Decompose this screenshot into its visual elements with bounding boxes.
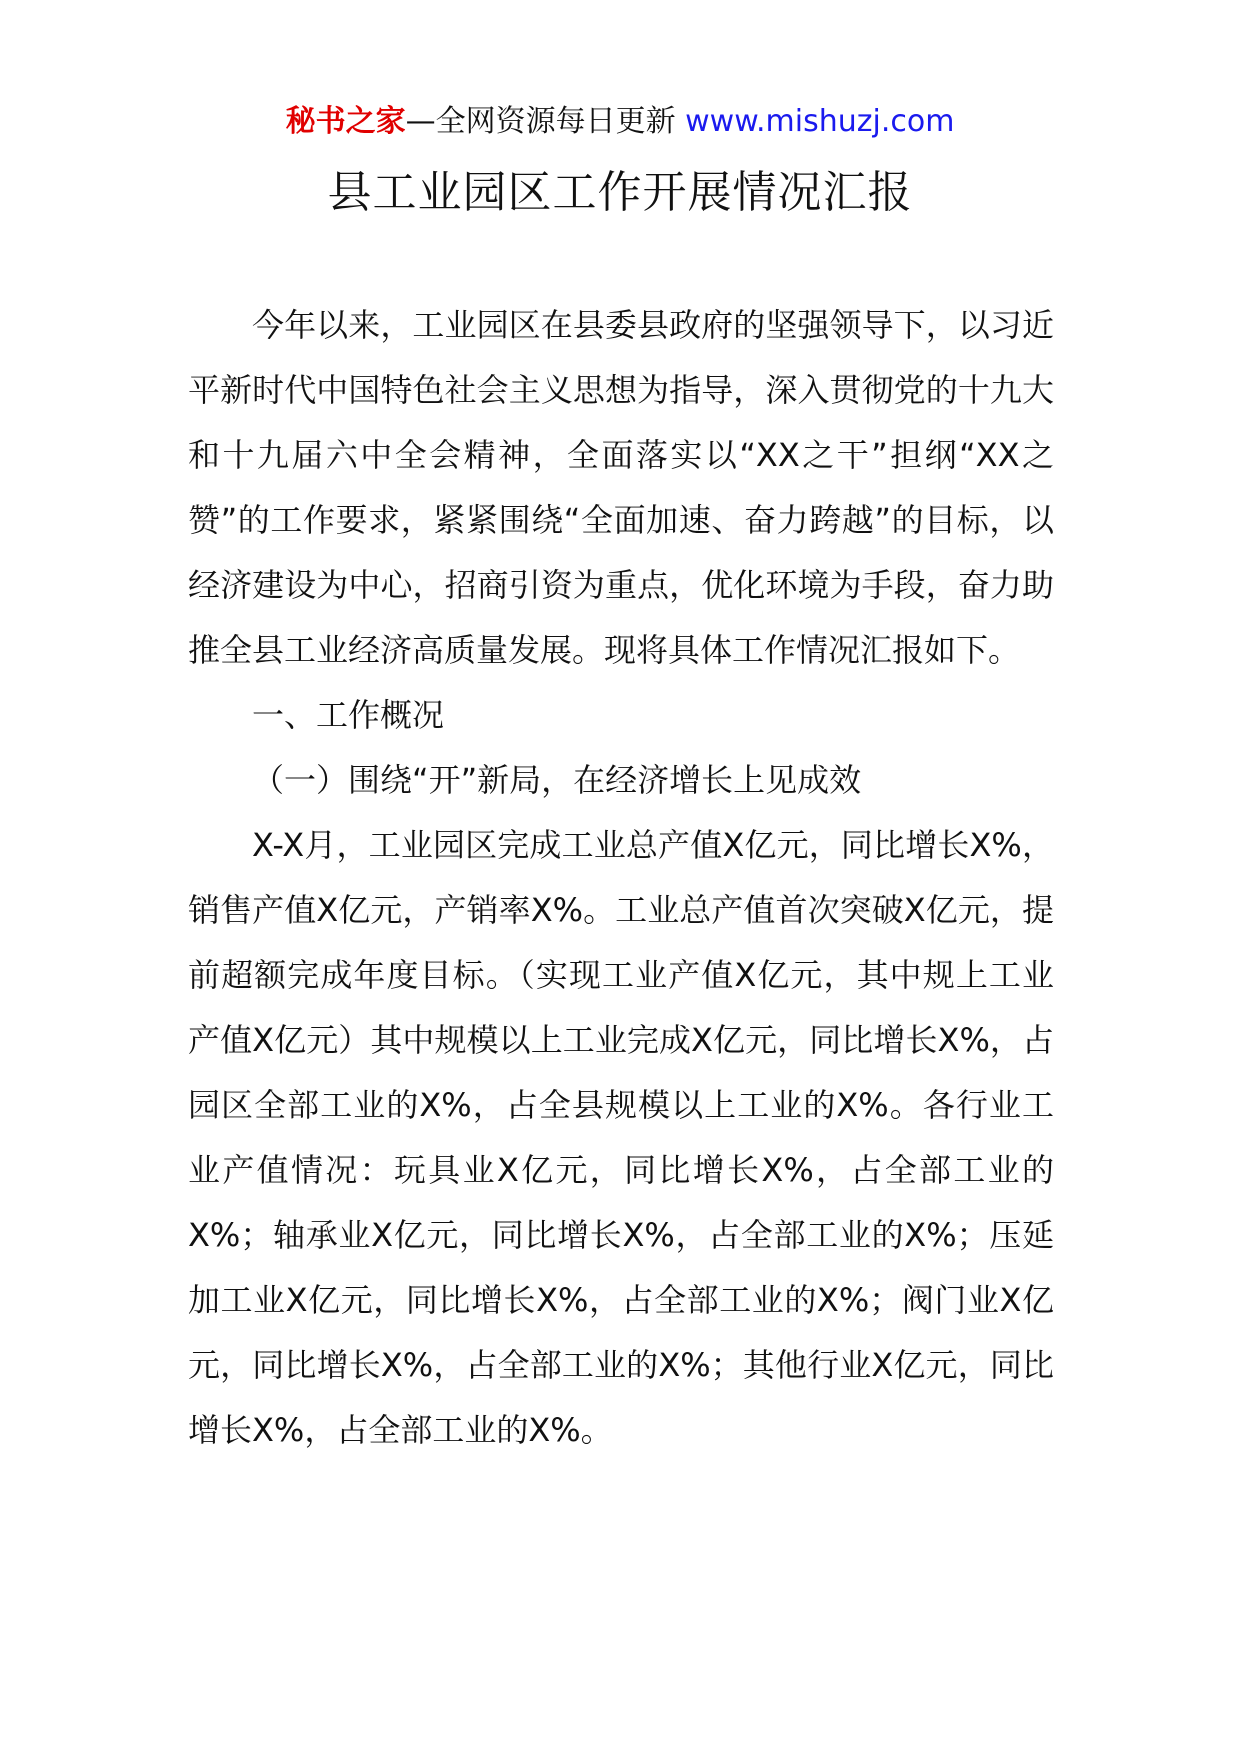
site-header <box>0 100 1240 144</box>
header-slogan: —全网资源每日更新 <box>405 104 686 139</box>
brand-name: 秘书之家 <box>285 104 406 139</box>
section-heading: 一、工作概况 <box>252 696 445 734</box>
document-body <box>188 293 1054 1463</box>
intro-paragraph: 今年以来，工业园区在县委县政府的坚强领导下，以习近平新时代中国特色社会主义思想为指导，深入贯彻党的十九大和十九届六中全会精神，全面落实以“XX之干”担纲“XX之赞”的工作要求，紧紧围绕“全面加速、奋力跨越”的目标，以经济建设为中心，招商引资为重点，优化环境为手段，奋力助推全县工业经济高质量发展。现将具体工作情况汇报如下。 <box>188 306 1054 669</box>
subsection-paragraph: X-X月，工业园区完成工业总产值X亿元，同比增长X%，销售产值X亿元，产销率X%。工业总产值首次突破X亿元，提前超额完成年度目标。（实现工业产值X亿元，其中规上工业产值X亿元）其中规模以上工业完成X亿元，同比增长X%，占园区全部工业的X%，占全县规模以上工业的X%。各行业工业产值情况：玩具业X亿元，同比增长X%，占全部工业的X%；轴承业X亿元，同比增长X%，占全部工业的X%；压延加工业X亿元，同比增长X%，占全部工业的X%；阀门业X亿元，同比增长X%，占全部工业的X%；其他行业X亿元，同比增长X%，占全部工业的X%。 <box>188 826 1054 1449</box>
site-url-link[interactable]: www.mishuzj.com <box>685 104 955 139</box>
document-title: 县工业园区工作开展情况汇报 <box>327 167 913 218</box>
subsection-heading: （一）围绕“开”新局，在经济增长上见成效 <box>252 761 862 799</box>
